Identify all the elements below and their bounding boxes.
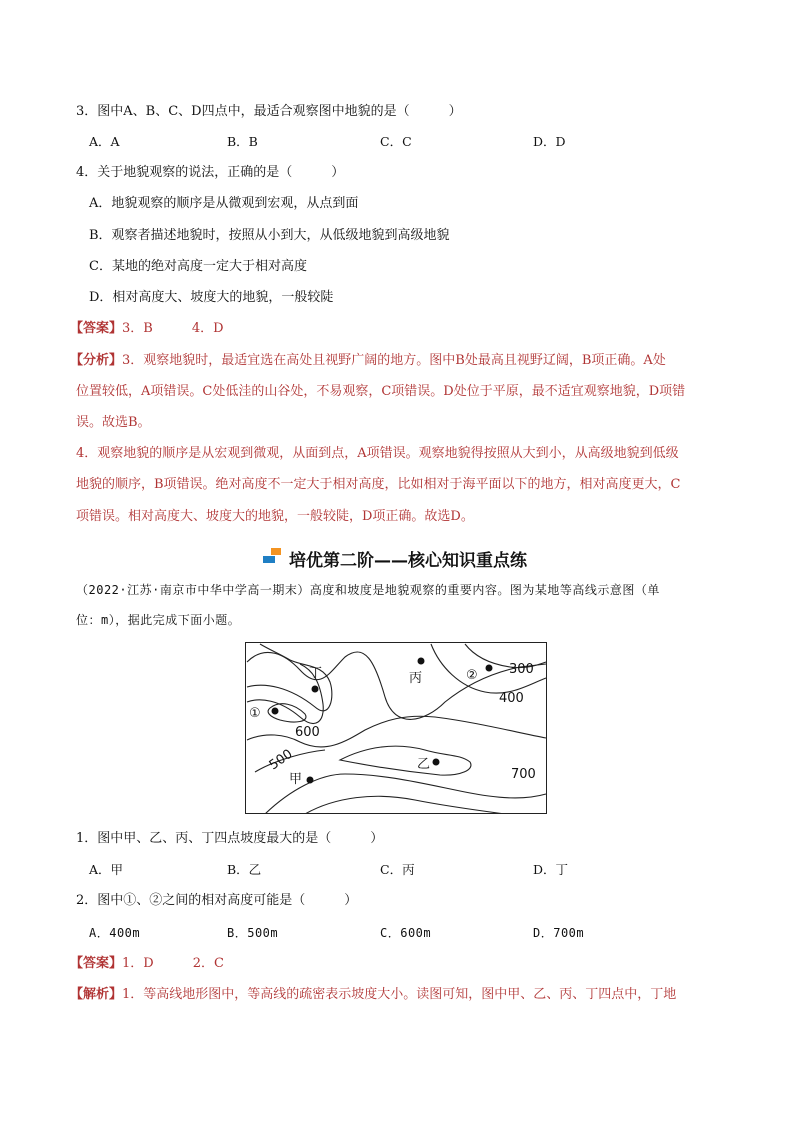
contour-label-600: 600 (295, 725, 320, 740)
analysis-text: 3．观察地貌时，最适宜选在高处且视野广阔的地方。图中B处最高且视野辽阔，B项正确。A处 (122, 353, 666, 368)
analysis-tag: 【解析】 (70, 987, 123, 1002)
question-4-stem: 4．关于地貌观察的说法，正确的是（ ） (76, 165, 345, 180)
point-label-two: ② (466, 668, 478, 683)
q2-option-c[interactable]: C．600m (380, 926, 432, 940)
analysis-line-5: 地貌的顺序，B项错误。绝对高度不一定大于相对高度，比如相对于海平面以下的地方，相对高度更大，C (76, 477, 681, 492)
intro-line-2: 位：m），据此完成下面小题。 (76, 613, 241, 627)
point-yi-dot (433, 759, 440, 766)
analysis-block-1-line-1 (70, 353, 666, 369)
q2-option-a[interactable]: A．400m (89, 926, 141, 940)
q4-option-a[interactable]: A．地貌观察的顺序是从微观到宏观，从点到面 (89, 196, 359, 211)
q4-option-d[interactable]: D．相对高度大、坡度大的地貌，一般较陡 (89, 290, 334, 305)
point-label-jia: 甲 (289, 772, 303, 787)
question-2-stem: 2．图中①、②之间的相对高度可能是（ ） (76, 893, 358, 908)
q4-option-c[interactable]: C．某地的绝对高度一定大于相对高度 (89, 259, 307, 274)
question-3-stem: 3．图中A、B、C、D四点中，最适合观察图中地貌的是（ ） (76, 104, 462, 119)
point-label-ding: 丁 (309, 666, 323, 681)
contour-label-400: 400 (499, 691, 524, 706)
analysis-line-4: 4．观察地貌的顺序是从宏观到微观，从面到点，A项错误。观察地貌得按照从大到小，从高级地貌到低级 (76, 446, 679, 461)
point-two-dot (486, 665, 493, 672)
point-one-dot (272, 708, 279, 715)
q1-option-a[interactable]: A．甲 (89, 862, 124, 877)
contour-map (245, 642, 547, 814)
section-header (263, 547, 527, 569)
answer-tag: 【答案】 (70, 956, 123, 971)
section-title: 培优第二阶——核心知识重点练 (289, 550, 527, 571)
q1-option-b[interactable]: B．乙 (227, 862, 262, 877)
q4-option-b[interactable]: B．观察者描述地貌时，按照从小到大，从低级地貌到高级地貌 (89, 228, 450, 243)
q1-option-c[interactable]: C．丙 (380, 862, 415, 877)
intro-line-1: （2022·江苏·南京市中华中学高一期末）高度和坡度是地貌观察的重要内容。图为某地等高线示意图（单 (76, 583, 660, 597)
answer-text: 3．B 4．D (122, 321, 224, 336)
map-frame (246, 643, 547, 814)
q2-option-b[interactable]: B．500m (227, 926, 279, 940)
q3-option-d[interactable]: D．D (533, 134, 566, 149)
point-label-yi: 乙 (417, 757, 431, 772)
answer-text: 1．D 2．C (122, 956, 224, 971)
analysis-text: 1．等高线地形图中，等高线的疏密表示坡度大小。读图可知，图中甲、乙、丙、丁四点中，丁地 (122, 987, 677, 1002)
section-icon (263, 548, 283, 568)
q3-option-b[interactable]: B．B (227, 134, 258, 149)
point-label-bing: 丙 (409, 671, 423, 686)
point-ding-dot (312, 686, 319, 693)
q1-option-d[interactable]: D．丁 (533, 862, 569, 877)
analysis-tag: 【分析】 (70, 353, 123, 368)
contour-label-300: 300 (509, 662, 534, 677)
q2-option-d[interactable]: D．700m (533, 926, 585, 940)
point-label-one: ① (249, 706, 261, 721)
point-jia-dot (307, 777, 314, 784)
analysis-block-2-line-1 (70, 987, 676, 1003)
q3-option-a[interactable]: A．A (89, 134, 120, 149)
contour-label-700: 700 (511, 767, 536, 782)
analysis-line-3: 误。故选B。 (76, 415, 151, 430)
point-bing-dot (418, 658, 425, 665)
answer-tag: 【答案】 (70, 321, 123, 336)
analysis-line-6: 项错误。相对高度大、坡度大的地貌，一般较陡，D项正确。故选D。 (76, 509, 474, 524)
question-1-stem: 1．图中甲、乙、丙、丁四点坡度最大的是（ ） (76, 831, 384, 846)
analysis-line-2: 位置较低，A项错误。C处低洼的山谷处，不易观察，C项错误。D处位于平原，最不适宜观察地貌，D项错 (76, 384, 686, 399)
answer-block-2 (70, 956, 224, 972)
contour-label-500: 500 (266, 746, 296, 774)
answer-block-1 (70, 321, 224, 337)
q3-option-c[interactable]: C．C (380, 134, 412, 149)
